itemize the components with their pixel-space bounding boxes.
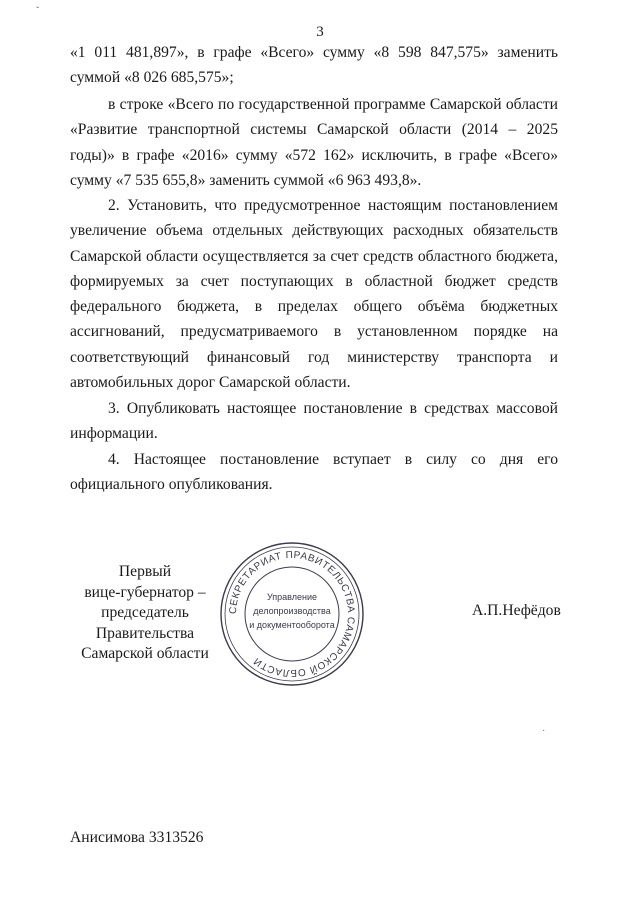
executor-contact: Анисимова 3313526 <box>70 829 204 846</box>
page-number: 3 <box>316 24 324 40</box>
signatory-position-line: вице-губернатор – <box>84 583 206 601</box>
signatory-position-line: председатель Правительства <box>95 604 195 642</box>
paragraph-continuation: «1 011 481,897», в графе «Всего» сумму «8 598 847,575» заменить суммой «8 026 685,575»; <box>70 44 558 87</box>
stamp-center-line: Управление <box>266 592 318 602</box>
scan-mark: ˇ <box>36 6 40 17</box>
paragraph-total-row: в строке «Всего по государственной программе Самарской области «Развитие транспортной системы Самарской области (2014 – 2025 годы)» в графе «2016» сумму «572 162» исключить, в графе «Всего» сумму «7 535 655,8» заменить суммой «6 963 493,8». <box>70 96 558 189</box>
paragraph-item-2: 2. Установить, что предусмотренное настоящим постановлением увеличение объема отдельных действующих расходных обязательств Самарской области осуществляется за счет средств областного бюджета, формируемых за счет поступающих в областной бюджет средств федерального бюджета, в пределах общего объёма бюджетных ассигнований, предусматриваемого в установленном порядке на соответствующий финансовый год министерству транспорта и автомобильных дорог Самарской области. <box>70 197 558 392</box>
official-stamp <box>218 540 366 688</box>
stamp-center-line: делопроизводства <box>253 606 331 616</box>
signatory-position <box>60 562 230 665</box>
paragraph-item-4: 4. Настоящее постановление вступает в силу со дня его официального опубликования. <box>70 451 558 494</box>
paragraph-item-3: 3. Опубликовать настоящее постановление в средствах массовой информации. <box>70 400 558 443</box>
scan-mark: · <box>542 726 546 737</box>
signatory-position-line: Самарской области <box>81 645 209 662</box>
signatory-position-line: Первый <box>118 563 172 580</box>
signatory-name: А.П.Нефёдов <box>472 602 561 619</box>
stamp-ring-text: СЕКРЕТАРИАТ ПРАВИТЕЛЬСТВА САМАРСКОЙ ОБЛАСТИ <box>227 549 357 679</box>
stamp-center-line: и документооборота <box>249 620 335 630</box>
